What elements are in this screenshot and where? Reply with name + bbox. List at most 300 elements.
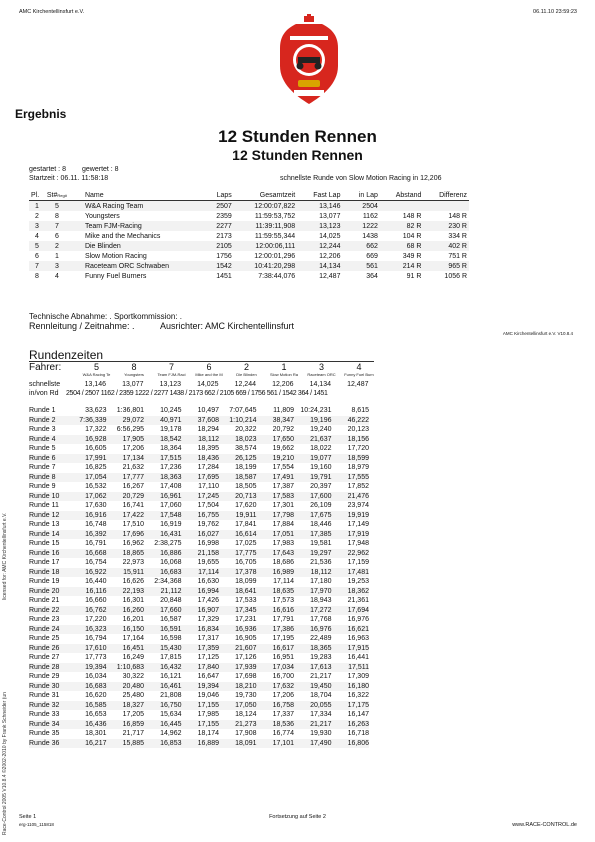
lap-row	[29, 539, 369, 549]
lap-time: 17,159	[347, 559, 369, 567]
diff-cell: 965 R	[423, 261, 469, 271]
lap-time: 17,051	[257, 530, 295, 540]
place-cell: 4	[34, 232, 39, 240]
driver-number: 1	[281, 362, 287, 372]
lap-time: 18,023	[219, 435, 257, 445]
lap-time: 17,939	[219, 663, 257, 673]
lap-time: 16,647	[197, 673, 219, 681]
start-number-cell: 4	[54, 272, 59, 280]
lap-label: Runde 33	[29, 711, 60, 719]
driver-number: 4	[356, 362, 362, 372]
lap-time: 16,961	[144, 492, 182, 502]
lap-time: 22,489	[310, 635, 332, 643]
lap-time: 16,774	[272, 730, 294, 738]
lap-time: 2:38,275	[154, 540, 182, 548]
lap-label: Runde 25	[29, 635, 60, 643]
lap-time: 17,060	[160, 502, 182, 510]
lap-time: 16,441	[347, 654, 369, 662]
driver-number: 8	[131, 362, 137, 372]
lap-time: 17,034	[257, 663, 295, 673]
lap-row	[29, 596, 369, 606]
lap-time: 16,034	[85, 673, 107, 681]
fast-lap-cell: 12,244	[297, 241, 342, 251]
results-row	[29, 231, 469, 241]
total-time-cell: 10:41:20,298	[234, 261, 297, 271]
place-cell: 3	[29, 221, 45, 231]
lap-time: 1:10,214	[219, 416, 257, 426]
diff-cell: 402 R	[423, 241, 469, 251]
lap-time: 21,112	[144, 587, 182, 597]
lap-time: 17,919	[332, 530, 370, 540]
lap-time: 16,922	[69, 568, 107, 578]
lap-label: Runde 17	[29, 559, 60, 567]
lap-time: 18,363	[144, 473, 182, 483]
lap-row	[29, 511, 369, 521]
fast-lap-cell: 13,077	[319, 212, 341, 220]
start-time: Startzeit : 06.11. 11:58:18	[29, 175, 109, 182]
lap-time: 19,240	[310, 426, 332, 434]
lap-time: 16,532	[85, 483, 107, 491]
lap-time: 16,741	[122, 502, 144, 510]
driver-name: Die Blinden	[236, 372, 257, 377]
lap-time: 17,025	[235, 540, 257, 548]
lap-row	[29, 444, 369, 454]
lap-row	[29, 606, 369, 616]
lap-time: 16,180	[332, 682, 370, 692]
lap-time: 17,054	[69, 473, 107, 483]
lap-time: 17,720	[347, 445, 369, 453]
lap-time: 19,253	[347, 578, 369, 586]
lap-label: Runde 14	[29, 530, 69, 540]
gap-cell: 91 R	[406, 272, 422, 280]
lap-time: 17,220	[85, 616, 107, 624]
lap-time: 46,222	[332, 416, 370, 426]
lap-time: 17,841	[235, 521, 257, 529]
lap-time: 17,101	[257, 739, 295, 749]
start-number-cell: 6	[54, 232, 59, 240]
lap-time: 26,109	[310, 502, 332, 510]
lap-time: 17,426	[197, 597, 219, 605]
total-time-cell: 11:59:53,752	[254, 212, 296, 220]
lap-time: 16,806	[332, 739, 370, 749]
lap-time: 7:07,645	[229, 407, 257, 415]
laps-cell: 1756	[216, 252, 232, 260]
lap-time: 16,585	[69, 701, 107, 711]
diff-cell: 751 R	[448, 252, 467, 260]
lap-time: 16,150	[107, 625, 145, 635]
lap-row	[29, 416, 369, 426]
lap-time: 18,599	[332, 454, 370, 464]
lap-time: 17,991	[69, 454, 107, 464]
col-name: Name	[69, 191, 204, 201]
diff-cell: 1056 R	[444, 272, 467, 280]
fastest-lap-value: 12,487	[347, 381, 369, 388]
page-number: Seite 1	[19, 814, 37, 820]
lap-time: 10,245	[160, 407, 182, 415]
lap-time: 19,077	[294, 454, 332, 464]
lap-time: 16,683	[144, 568, 182, 578]
laps-cell: 2173	[216, 232, 232, 240]
lap-row	[29, 615, 369, 625]
results-table	[29, 191, 469, 281]
lap-time: 17,149	[347, 521, 369, 529]
fastest-lap-value: 14,134	[309, 381, 331, 388]
website-url: www.RACE-CONTROL.de	[512, 822, 577, 828]
lap-time: 16,436	[69, 720, 107, 730]
lap-time: 17,548	[144, 511, 182, 521]
lap-time: 16,889	[182, 739, 220, 749]
lap-time: 17,660	[144, 606, 182, 616]
team-name-cell: Die Blinden	[69, 241, 204, 251]
lap-time: 16,748	[85, 521, 107, 529]
lap-time: 21,158	[182, 549, 220, 559]
lap-label: Runde 24	[29, 625, 69, 635]
lap-time: 17,345	[219, 606, 257, 616]
lap-label: Runde 2	[29, 416, 69, 426]
lap-time: 16,323	[69, 625, 107, 635]
lap-time: 21,273	[219, 720, 257, 730]
lap-time: 16,754	[85, 559, 107, 567]
laps-cell: 1451	[216, 272, 232, 280]
lap-time: 21,632	[122, 464, 144, 472]
lap-time: 21,217	[310, 673, 332, 681]
lap-label: Runde 11	[29, 502, 59, 510]
lap-time: 17,510	[122, 521, 144, 529]
lap-time: 17,815	[160, 654, 182, 662]
fastest-lap-value: 12,244	[234, 381, 256, 388]
lap-time: 16,267	[122, 483, 144, 491]
lap-time: 17,272	[294, 606, 332, 616]
in-lap-cell: 561	[342, 261, 379, 271]
lap-time: 16,718	[347, 730, 369, 738]
lap-time: 18,865	[107, 549, 145, 559]
lap-row	[29, 558, 369, 568]
start-number-cell: 2	[45, 241, 69, 251]
lap-time: 17,062	[69, 492, 107, 502]
lap-time: 16,928	[69, 435, 107, 445]
start-number-cell: 5	[45, 201, 69, 212]
lap-time: 21,536	[310, 559, 332, 567]
lap-time: 16,598	[160, 635, 182, 643]
lap-time: 17,126	[235, 654, 257, 662]
lap-time: 16,147	[347, 711, 369, 719]
lap-time: 38,347	[257, 416, 295, 426]
lap-time: 10,497	[197, 407, 219, 415]
software-copyright: Race-Control 2005 V10.8.4 ©2002-2010 by Frank Schneider (un	[2, 692, 8, 835]
lap-label: Runde 29	[29, 673, 60, 681]
lap-time: 17,301	[272, 502, 294, 510]
lap-time: 15,634	[160, 711, 182, 719]
driver-name: Raceteam ORC	[307, 372, 336, 377]
lap-row	[29, 691, 369, 701]
fastest-lap-value: 13,077	[122, 381, 144, 388]
fast-lap-cell: 13,146	[297, 201, 342, 212]
diff-cell: 334 R	[448, 232, 467, 240]
lap-label: Runde 9	[29, 483, 56, 491]
lap-time: 17,284	[197, 464, 219, 472]
lap-time: 16,758	[257, 701, 295, 711]
lap-time: 18,301	[85, 730, 107, 738]
lap-time: 19,791	[294, 473, 332, 483]
lap-time: 16,660	[85, 597, 107, 605]
lap-row	[29, 577, 369, 587]
lap-time: 19,394	[182, 682, 220, 692]
lap-time: 22,973	[122, 559, 144, 567]
lap-time: 19,297	[294, 549, 332, 559]
lap-time: 18,641	[219, 587, 257, 597]
results-row	[29, 271, 469, 281]
lap-time: 18,505	[235, 483, 257, 491]
lap-time: 19,911	[219, 511, 257, 521]
diff-cell: 148 R	[448, 212, 467, 220]
lap-time: 16,432	[144, 663, 182, 673]
gap-cell: 68 R	[380, 241, 424, 251]
driver-number: 6	[206, 362, 212, 372]
lap-label: Runde 23	[29, 616, 60, 624]
driver-number: 2	[243, 362, 249, 372]
fast-lap-cell: 13,123	[297, 221, 342, 231]
lap-time: 17,180	[310, 578, 332, 586]
lap-time: 26,125	[219, 454, 257, 464]
lap-time: 16,322	[347, 692, 369, 700]
lap-time: 18,943	[310, 597, 332, 605]
lap-label: Runde 1	[29, 407, 56, 415]
lap-time: 16,825	[85, 464, 107, 472]
lap-time: 16,653	[85, 711, 107, 719]
document-id: erg-1105_115818	[19, 822, 54, 827]
lap-label: Runde 10	[29, 492, 69, 502]
lap-label: Runde 21	[29, 597, 60, 605]
lap-time: 20,729	[107, 492, 145, 502]
lap-time: 16,440	[85, 578, 107, 586]
diff-cell: 230 R	[423, 221, 469, 231]
gap-cell: 214 R	[380, 261, 424, 271]
driver-number: 3	[318, 362, 324, 372]
gap-cell: 104 R	[402, 232, 422, 240]
lap-time: 38,574	[235, 445, 257, 453]
lap-time: 16,201	[122, 616, 144, 624]
lap-time: 17,114	[273, 578, 294, 586]
lap-time: 17,698	[235, 673, 257, 681]
lap-row	[29, 634, 369, 644]
lap-time: 17,205	[122, 711, 144, 719]
place-cell: 8	[34, 272, 39, 280]
fast-lap-cell: 14,134	[297, 261, 342, 271]
lap-label: Runde 15	[29, 540, 60, 548]
lap-time: 22,193	[107, 587, 145, 597]
lap-time: 21,476	[332, 492, 370, 502]
in-of-label: in/von Rd	[29, 390, 59, 397]
lap-time: 21,217	[294, 720, 332, 730]
lap-time: 17,155	[182, 720, 220, 730]
lap-time: 17,554	[272, 464, 294, 472]
lap-time: 16,755	[182, 511, 220, 521]
lap-label: Runde 30	[29, 682, 69, 692]
lap-time: 18,112	[182, 435, 220, 445]
team-name-cell: W&A Racing Team	[69, 201, 204, 212]
lap-label: Runde 18	[29, 568, 69, 578]
lap-time: 17,985	[197, 711, 219, 719]
gap-cell: 349 R	[402, 252, 422, 260]
laps-title: Rundenzeiten	[29, 348, 104, 362]
lap-time: 17,125	[197, 654, 219, 662]
lap-row	[29, 653, 369, 663]
lap-row	[29, 492, 369, 502]
page-title: 12 Stunden Rennen	[218, 127, 377, 146]
lap-time: 7:36,339	[69, 416, 107, 426]
lap-time: 16,936	[219, 625, 257, 635]
lap-time: 16,451	[107, 644, 145, 654]
lap-row	[29, 435, 369, 445]
lap-time: 18,174	[197, 730, 219, 738]
lap-time: 17,695	[182, 473, 220, 483]
lap-time: 16,217	[69, 739, 107, 749]
drivers-label: Fahrer:	[29, 362, 62, 373]
lap-time: 18,979	[347, 464, 369, 472]
lap-time: 17,613	[294, 663, 332, 673]
lap-time: 33,623	[85, 407, 107, 415]
lap-time: 17,600	[294, 492, 332, 502]
fastest-label: schnellste	[29, 381, 61, 388]
laps-cell: 2277	[204, 221, 234, 231]
fast-lap-cell: 12,206	[319, 252, 341, 260]
lap-time: 18,210	[219, 682, 257, 692]
lap-time: 20,713	[219, 492, 257, 502]
lap-time: 16,116	[69, 587, 107, 597]
driver-name: Funny Fuel Burn	[344, 372, 374, 377]
lap-time: 16,998	[197, 540, 219, 548]
lap-time: 17,650	[257, 435, 295, 445]
lap-time: 17,884	[272, 521, 294, 529]
lap-time: 17,798	[257, 511, 295, 521]
lap-time: 18,542	[144, 435, 182, 445]
lap-time: 18,365	[294, 644, 332, 654]
lap-time: 17,386	[257, 625, 295, 635]
team-name-cell: Mike and the Mechanics	[84, 232, 161, 240]
lap-time: 16,905	[235, 635, 257, 643]
total-time-cell: 11:59:55,344	[254, 232, 296, 240]
lap-time: 16,919	[160, 521, 182, 529]
lap-row	[29, 720, 369, 730]
in-lap-cell: 1438	[362, 232, 378, 240]
lap-time: 17,155	[182, 701, 220, 711]
lap-time: 16,591	[144, 625, 182, 635]
lap-time: 1:36,801	[116, 407, 144, 415]
lap-time: 17,775	[219, 549, 257, 559]
lap-row	[29, 549, 369, 559]
diff-cell	[423, 201, 469, 212]
lap-time: 21,808	[160, 692, 182, 700]
lap-time: 16,392	[69, 530, 107, 540]
lap-time: 17,050	[219, 701, 257, 711]
results-row	[29, 241, 469, 251]
lap-time: 17,491	[257, 473, 295, 483]
lap-label: Runde 35	[29, 730, 60, 738]
fastest-lap-value: 13,146	[84, 381, 106, 388]
lap-time: 17,385	[294, 530, 332, 540]
lap-time: 16,068	[160, 559, 182, 567]
lap-label: Runde 7	[29, 464, 56, 472]
lap-time: 17,583	[257, 492, 295, 502]
lap-row	[29, 530, 369, 540]
fast-lap-cell: 14,025	[319, 232, 341, 240]
lap-time: 19,655	[197, 559, 219, 567]
lap-time: 18,362	[332, 587, 370, 597]
lap-time: 19,283	[310, 654, 332, 662]
lap-time: 20,123	[347, 426, 369, 434]
fastest-lap-info: schnellste Runde von Slow Motion Racing in 12,206	[280, 175, 442, 182]
lap-time: 16,461	[144, 682, 182, 692]
lap-time: 17,696	[107, 530, 145, 540]
lap-time: 16,587	[160, 616, 182, 624]
lap-label: Runde 3	[29, 426, 56, 434]
col-total-time: Gesamtzeit	[234, 191, 297, 201]
lap-label: Runde 19	[29, 578, 60, 586]
in-of-values: 2504 / 2507 1162 / 2359 1222 / 2277 1438 / 2173 662 / 2105 669 / 1756 561 / 1542 364 / 1451	[66, 390, 328, 397]
lap-time: 16,794	[85, 635, 107, 643]
lap-time: 16,616	[257, 606, 295, 616]
lap-time: 19,730	[235, 692, 257, 700]
lap-row	[29, 473, 369, 483]
lap-time: 17,236	[160, 464, 182, 472]
lap-time: 8,615	[351, 407, 369, 415]
lap-row	[29, 729, 369, 739]
lap-label: Runde 12	[29, 511, 69, 521]
lap-time: 17,134	[107, 454, 145, 464]
col-laps: Laps	[204, 191, 234, 201]
in-lap-cell: 1162	[362, 212, 378, 220]
lap-time: 17,620	[235, 502, 257, 510]
lap-time: 17,329	[197, 616, 219, 624]
lap-time: 17,983	[272, 540, 294, 548]
laps-cell: 1542	[204, 261, 234, 271]
place-cell: 6	[34, 252, 39, 260]
laps-cell: 2105	[204, 241, 234, 251]
gap-cell: 82 R	[380, 221, 424, 231]
team-name-cell: Slow Motion Racing	[84, 252, 147, 260]
lap-row	[29, 482, 369, 492]
lap-row	[29, 520, 369, 530]
lap-time: 16,963	[347, 635, 369, 643]
lap-row	[29, 425, 369, 435]
lap-time: 16,907	[182, 606, 220, 616]
lap-time: 17,970	[294, 587, 332, 597]
lap-time: 17,630	[85, 502, 107, 510]
lap-time: 17,110	[198, 483, 219, 491]
results-row	[29, 201, 469, 212]
lap-time: 17,164	[122, 635, 144, 643]
lap-time: 23,974	[347, 502, 369, 510]
lap-time: 19,210	[257, 454, 295, 464]
lap-row	[29, 682, 369, 692]
lap-time: 17,694	[332, 606, 370, 616]
lap-time: 16,668	[69, 549, 107, 559]
lap-time: 18,099	[235, 578, 257, 586]
total-time-cell: 12:00:06,111	[234, 241, 297, 251]
lap-time: 18,395	[197, 445, 219, 453]
lap-time: 11,809	[273, 407, 294, 415]
lap-time: 16,989	[257, 568, 295, 578]
total-time-cell: 12:00:07,822	[234, 201, 297, 212]
results-row	[29, 221, 469, 231]
lap-time: 16,700	[272, 673, 294, 681]
software-version: AMC Kirchentellinsfurt e.V. V10.8.4	[502, 331, 573, 336]
lap-time: 21,637	[294, 435, 332, 445]
lap-time: 18,686	[272, 559, 294, 567]
lap-time: 2:34,368	[154, 578, 182, 586]
gap-cell	[380, 201, 424, 212]
team-name-cell: Funny Fuel Burners	[84, 272, 147, 280]
